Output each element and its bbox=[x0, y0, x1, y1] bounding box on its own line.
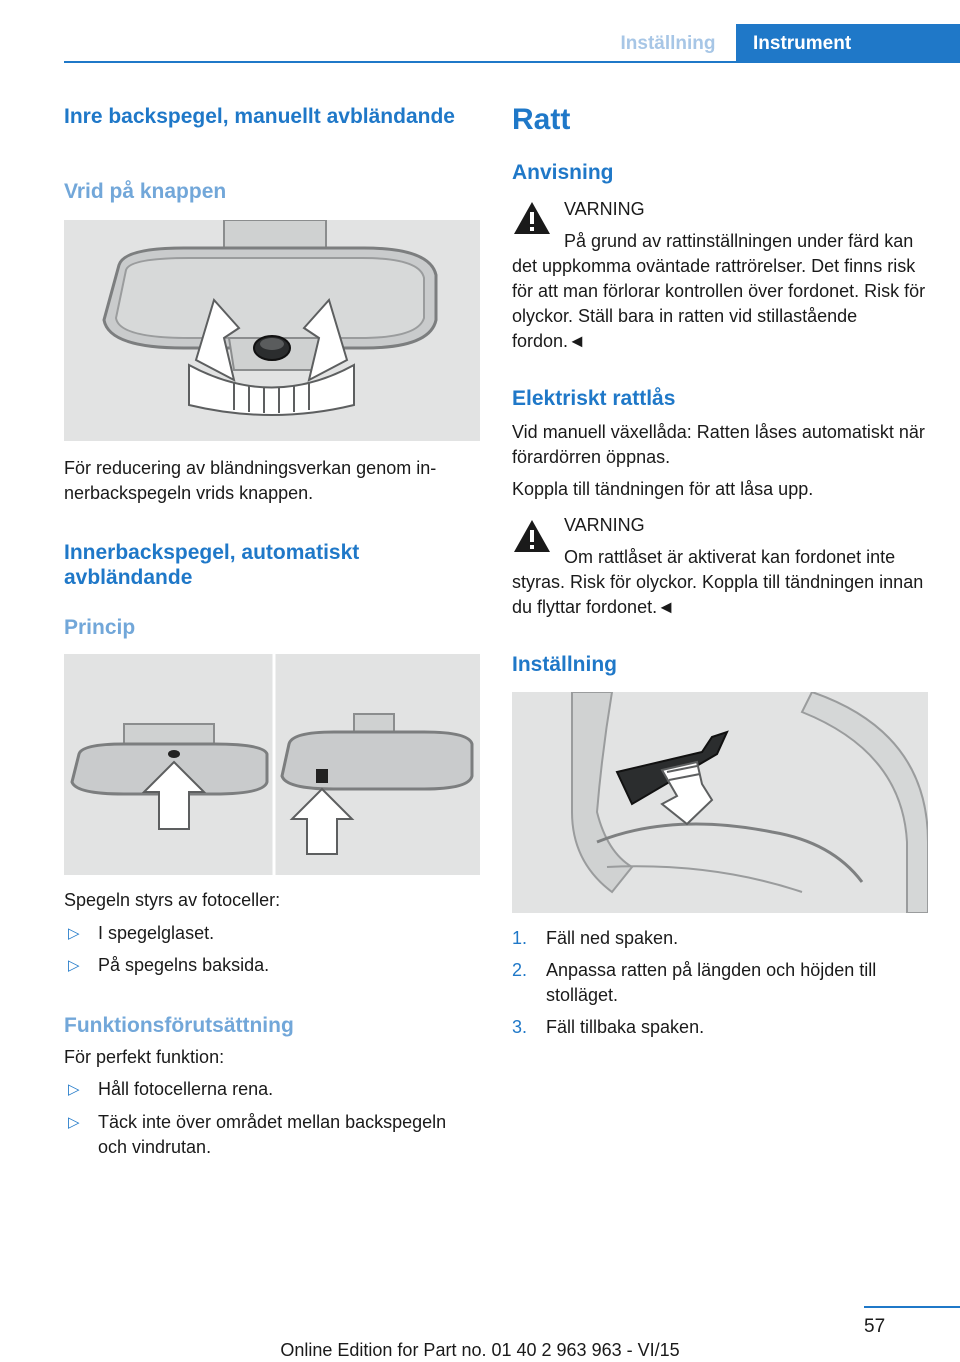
figure-manual-mirror bbox=[64, 220, 480, 441]
footer-rule bbox=[864, 1306, 960, 1308]
numbered-step bbox=[512, 958, 928, 1008]
edition-note: Online Edition for Part no. 01 40 2 963 963 - VI/15 bbox=[280, 1340, 680, 1360]
bullet-marker: ▷ bbox=[68, 1081, 80, 1098]
subtitle-principle: Princip bbox=[64, 616, 136, 639]
paragraph-ignition-unlock: Koppla till tändningen för att låsa upp. bbox=[512, 479, 814, 499]
section-title-auto-mirror: Innerbackspegel, automatiskt avbländande bbox=[64, 541, 360, 589]
bullet-marker: ▷ bbox=[68, 925, 80, 942]
bullet-marker: ▷ bbox=[68, 1114, 80, 1131]
paragraph-perfect-function: För perfekt funktion: bbox=[64, 1047, 225, 1067]
section-title-steering-wheel: Ratt bbox=[512, 103, 571, 136]
section-title-manual-mirror: Inre backspegel, manuellt avbländande bbox=[64, 105, 455, 128]
figure-steering-lever bbox=[512, 692, 928, 913]
bullet-item bbox=[64, 921, 480, 946]
paragraph-knob-explanation: För reducering av bländningsverkan genom innerbackspegeln vrids knappen. bbox=[64, 458, 437, 503]
figure-auto-mirror bbox=[64, 654, 480, 875]
header-tab-instrument[interactable]: Instrument bbox=[736, 24, 960, 63]
auto-mirror-illustration bbox=[64, 654, 480, 875]
step-number: 3. bbox=[512, 1017, 528, 1037]
numbered-step bbox=[512, 1015, 928, 1040]
warning-text-adjust-while-driving bbox=[512, 229, 928, 354]
subtitle-adjustment: Inställning bbox=[512, 653, 617, 676]
step-number: 2. bbox=[512, 960, 528, 980]
step-text: Anpassa ratten på längden och höjden till stolläget. bbox=[546, 960, 877, 1005]
bullet-item bbox=[64, 1077, 480, 1102]
bullet-item bbox=[64, 1110, 480, 1160]
header-tab-installning[interactable]: Inställning bbox=[620, 32, 716, 54]
step-number: 1. bbox=[512, 928, 528, 948]
page-number: 57 bbox=[864, 1316, 886, 1337]
warning-text-lock-active bbox=[512, 545, 928, 620]
subtitle-notice: Anvisning bbox=[512, 161, 614, 184]
steering-lever-illustration bbox=[512, 692, 928, 913]
paragraph-photocells: Spegeln styrs av fotoceller: bbox=[64, 890, 281, 910]
bullet-item bbox=[64, 953, 480, 978]
subtitle-function-requirement: Funktionsförutsättning bbox=[64, 1014, 294, 1037]
warning-text-body: Om rattlåset är aktiverat kan fordonet inte styras. Risk för olyckor. Koppla till tändningen innan du flyttar fordonet.◄ bbox=[512, 547, 924, 617]
paragraph-manual-gearbox: Vid manuell växellåda: Ratten låses automatiskt när förardörren öppnas. bbox=[512, 422, 925, 467]
bullet-text: På spegelns baksida. bbox=[98, 955, 270, 975]
header-rule bbox=[64, 61, 960, 63]
warning-label: VARNING bbox=[564, 515, 645, 535]
manual-mirror-illustration bbox=[64, 220, 480, 441]
bullet-text: I spegelglaset. bbox=[98, 923, 215, 943]
step-text: Fäll ned spaken. bbox=[546, 928, 679, 948]
bullet-text: Håll fotocellerna rena. bbox=[98, 1079, 274, 1099]
subtitle-turn-knob: Vrid på knappen bbox=[64, 180, 227, 203]
bullet-text: Täck inte över området mellan backspegeln och vindrutan. bbox=[98, 1112, 447, 1157]
step-text: Fäll tillbaka spaken. bbox=[546, 1017, 705, 1037]
warning-label: VARNING bbox=[564, 199, 645, 219]
warning-text-body: På grund av rattinställningen under färd kan det uppkomma oväntade rattrörelser. Det finns risk för att man förlorar kontrollen över fordonet. Risk för olyckor. Ställ bara in ratten vid stillastående fordon.◄ bbox=[512, 231, 926, 351]
bullet-marker: ▷ bbox=[68, 957, 80, 974]
subtitle-electric-steering-lock: Elektriskt rattlås bbox=[512, 387, 676, 410]
numbered-step bbox=[512, 926, 928, 951]
